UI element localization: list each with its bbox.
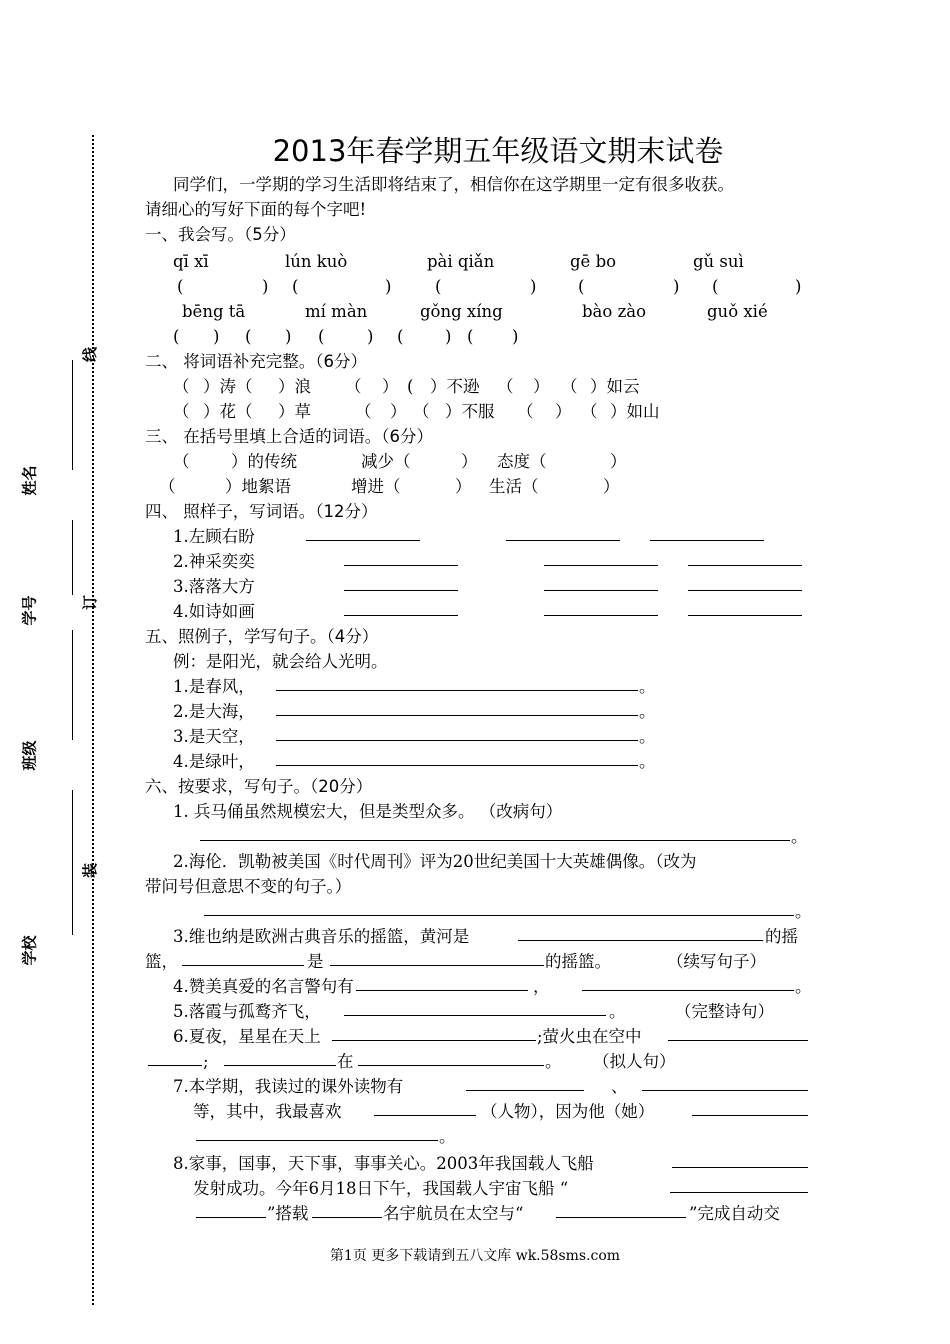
answer-blank[interactable] bbox=[544, 549, 658, 566]
answer-blank[interactable] bbox=[556, 1201, 686, 1218]
s3-item[interactable]: 增进（ bbox=[351, 477, 401, 496]
s5-prompt: 1.是春风， bbox=[173, 677, 255, 696]
s2-row-2 bbox=[145, 399, 810, 424]
s3-item: ） bbox=[603, 477, 620, 496]
paren-close: ） bbox=[390, 402, 407, 421]
binding-word-zhuang: 装 bbox=[81, 862, 100, 879]
label-xingming: 姓名 bbox=[20, 465, 39, 496]
s2-item: ）如云 bbox=[590, 377, 640, 396]
paren-open[interactable]: （ bbox=[497, 377, 514, 396]
paren-open[interactable]: （ bbox=[173, 402, 190, 421]
answer-paren[interactable]: ( bbox=[712, 277, 719, 296]
answer-blank[interactable] bbox=[196, 1124, 438, 1141]
answer-paren[interactable]: ( bbox=[578, 277, 585, 296]
pinyin: bào zào bbox=[582, 302, 647, 321]
s3-row-1 bbox=[145, 449, 810, 474]
s5-item-2 bbox=[145, 699, 810, 724]
answer-blank[interactable] bbox=[358, 1049, 544, 1066]
s6-q8-text: 名宇航员在太空与“ bbox=[383, 1204, 524, 1223]
s6-q7-text: 等，其中，我最喜欢 bbox=[193, 1102, 342, 1121]
pinyin: pài qiǎn bbox=[427, 252, 495, 271]
answer-paren: ) bbox=[367, 327, 374, 346]
s1-blank-row-2 bbox=[145, 324, 810, 349]
s6-q6-text: 在 bbox=[337, 1052, 354, 1071]
s6-q3-text: 的摇 bbox=[765, 927, 798, 946]
s2-item: ）浪 bbox=[278, 377, 311, 396]
answer-paren[interactable]: ( bbox=[292, 277, 299, 296]
answer-blank[interactable] bbox=[670, 1176, 808, 1193]
s6-q5 bbox=[145, 999, 810, 1024]
pinyin: qī xī bbox=[173, 252, 209, 271]
s4-item: 2.神采奕奕 bbox=[173, 552, 255, 571]
answer-blank[interactable] bbox=[332, 1024, 536, 1041]
answer-paren: ) bbox=[262, 277, 269, 296]
period: 。 bbox=[639, 702, 656, 721]
answer-paren[interactable]: ( bbox=[177, 277, 184, 296]
answer-blank[interactable] bbox=[650, 524, 764, 541]
period: 。 bbox=[639, 677, 656, 696]
paren-open[interactable]: （ bbox=[413, 402, 430, 421]
answer-blank[interactable] bbox=[204, 899, 794, 916]
s3-item: ） bbox=[455, 477, 472, 496]
student-info-xingming bbox=[19, 465, 40, 495]
period: 。 bbox=[639, 752, 656, 771]
s6-q6-line-1 bbox=[145, 1024, 810, 1049]
intro-line-1: 同学们，一学期的学习生活即将结束了，相信你在这学期里一定有很多收获。 bbox=[173, 175, 734, 194]
s6-q8-text: 8.家事，国事，天下事，事事关心。2003年我国载人飞船 bbox=[173, 1154, 594, 1173]
s6-q7-text: （人物），因为他（她） bbox=[481, 1102, 655, 1121]
answer-paren: ) bbox=[530, 277, 537, 296]
s5-example: 例：是阳光，就会给人光明。 bbox=[173, 652, 388, 671]
answer-blank[interactable] bbox=[306, 524, 420, 541]
answer-blank[interactable] bbox=[196, 1201, 266, 1218]
s1-pinyin-row-2 bbox=[145, 299, 810, 324]
intro-line-2: 请细心的写好下面的每个字吧! bbox=[145, 200, 367, 219]
period: 。 bbox=[795, 977, 812, 996]
s6-q6-note: （拟人句） bbox=[593, 1052, 676, 1071]
s3-item: ） bbox=[610, 452, 627, 471]
answer-paren[interactable]: ( bbox=[173, 327, 180, 346]
paren-open[interactable]: （ bbox=[173, 377, 190, 396]
answer-blank[interactable] bbox=[544, 574, 658, 591]
comma: ， bbox=[533, 977, 550, 996]
s6-q2-answer bbox=[145, 899, 810, 924]
answer-blank[interactable] bbox=[344, 999, 606, 1016]
answer-blank[interactable] bbox=[344, 549, 458, 566]
s3-item: ）地絮语 bbox=[225, 477, 291, 496]
answer-blank[interactable] bbox=[148, 1049, 202, 1066]
label-xuexiao: 学校 bbox=[20, 935, 39, 966]
label-banji: 班级 bbox=[20, 740, 39, 771]
answer-blank[interactable] bbox=[182, 949, 304, 966]
student-info-xuexiao bbox=[19, 935, 40, 965]
student-info-xuehao bbox=[19, 595, 40, 625]
s6-q8-line-1 bbox=[145, 1151, 810, 1176]
answer-blank[interactable] bbox=[466, 1074, 584, 1091]
answer-blank[interactable] bbox=[200, 824, 790, 841]
section-2-heading: 二、 将词语补充完整。（6分） bbox=[145, 352, 367, 371]
answer-paren[interactable]: ( bbox=[435, 277, 442, 296]
s6-q7-line-1 bbox=[145, 1074, 810, 1099]
page-footer: 第1页 更多下载请到五八文库 wk.58sms.com bbox=[329, 1248, 621, 1264]
period: 。 bbox=[439, 1127, 456, 1146]
s4-example: 1.左顾右盼 bbox=[173, 527, 255, 546]
s2-item: ）不逊 bbox=[430, 377, 480, 396]
answer-blank[interactable] bbox=[374, 1099, 476, 1116]
paren-open[interactable]: （ bbox=[561, 377, 578, 396]
paren-close: ） bbox=[382, 377, 399, 396]
s3-item[interactable]: 生活（ bbox=[489, 477, 539, 496]
s6-q1-answer bbox=[145, 824, 810, 849]
answer-paren: ) bbox=[673, 277, 680, 296]
s6-q6-text: 6.夏夜，星星在天上 bbox=[173, 1027, 321, 1046]
s5-prompt: 4.是绿叶， bbox=[173, 752, 255, 771]
answer-blank[interactable] bbox=[276, 749, 638, 766]
s6-q2-line-1: 2.海伦．凯勒被美国《时代周刊》评为20世纪美国十大英雄偶像。（改为 bbox=[173, 852, 697, 871]
s6-q8-line-2 bbox=[145, 1176, 810, 1201]
paren-open[interactable]: ( bbox=[407, 377, 414, 396]
s2-item: ）不服 bbox=[445, 402, 495, 421]
period: 。 bbox=[609, 1002, 626, 1021]
answer-blank[interactable] bbox=[506, 524, 620, 541]
paren-open[interactable]: （ bbox=[173, 452, 190, 471]
student-info-banji bbox=[19, 740, 40, 770]
pinyin: guǒ xié bbox=[707, 302, 768, 321]
answer-blank[interactable] bbox=[312, 1201, 382, 1218]
period: 。 bbox=[639, 727, 656, 746]
binding-name-line bbox=[72, 360, 73, 470]
answer-blank[interactable] bbox=[276, 674, 638, 691]
answer-paren: ) bbox=[445, 327, 452, 346]
binding-word-xian: 线 bbox=[81, 346, 100, 363]
paren-close: ） bbox=[533, 377, 550, 396]
paren-open[interactable]: （ bbox=[581, 402, 598, 421]
s6-q3-text: 3.维也纳是欧洲古典音乐的摇篮，黄河是 bbox=[173, 927, 470, 946]
s4-row-1 bbox=[145, 524, 810, 549]
s4-row-4 bbox=[145, 599, 810, 624]
s5-item-1 bbox=[145, 674, 810, 699]
s6-q6-text: ; bbox=[203, 1052, 209, 1071]
s5-prompt: 3.是天空， bbox=[173, 727, 255, 746]
s4-item: 3.落落大方 bbox=[173, 577, 255, 596]
pinyin: lún kuò bbox=[285, 252, 348, 271]
section-1-heading: 一、我会写。（5分） bbox=[145, 225, 296, 244]
answer-blank[interactable] bbox=[330, 949, 544, 966]
s6-q6-line-2 bbox=[145, 1049, 810, 1074]
binding-word-ding: 订 bbox=[81, 594, 100, 611]
answer-paren: ) bbox=[385, 277, 392, 296]
s6-q3-line-2 bbox=[145, 949, 810, 974]
s6-q8-text: ”完成自动交 bbox=[689, 1204, 780, 1223]
answer-paren[interactable]: ( bbox=[397, 327, 404, 346]
answer-blank[interactable] bbox=[344, 599, 458, 616]
answer-paren[interactable]: ( bbox=[318, 327, 325, 346]
period: 。 bbox=[795, 902, 812, 921]
answer-blank[interactable] bbox=[518, 924, 763, 941]
answer-blank[interactable] bbox=[344, 574, 458, 591]
answer-blank[interactable] bbox=[276, 724, 638, 741]
s2-item: ）花（ bbox=[203, 402, 253, 421]
s6-q3-text: 篮， bbox=[145, 952, 178, 971]
answer-blank[interactable] bbox=[672, 1151, 808, 1168]
answer-blank[interactable] bbox=[544, 599, 658, 616]
answer-blank[interactable] bbox=[276, 699, 638, 716]
binding-number-line bbox=[72, 520, 73, 595]
s4-row-3 bbox=[145, 574, 810, 599]
s6-q3-text: 的摇篮。 bbox=[545, 952, 611, 971]
pinyin: bēng tā bbox=[182, 302, 246, 321]
answer-paren: ) bbox=[795, 277, 802, 296]
s5-item-4 bbox=[145, 749, 810, 774]
answer-blank[interactable] bbox=[668, 1024, 808, 1041]
s6-q4 bbox=[145, 974, 810, 999]
section-3-heading: 三、 在括号里填上合适的词语。（6分） bbox=[145, 427, 433, 446]
answer-paren: ) bbox=[512, 327, 519, 346]
s1-pinyin-row-1 bbox=[145, 249, 810, 274]
s6-q4-text: 4.赞美真爱的名言警句有 bbox=[173, 977, 354, 996]
s3-row-2 bbox=[145, 474, 810, 499]
s3-item: ）的传统 bbox=[231, 452, 297, 471]
s6-q3-text: 是 bbox=[307, 952, 324, 971]
answer-blank[interactable] bbox=[642, 1074, 808, 1091]
pinyin: gǔ suì bbox=[693, 252, 744, 271]
section-4-heading: 四、 照样子，写词语。（12分） bbox=[145, 502, 378, 521]
s6-q1: 1. 兵马俑虽然规模宏大，但是类型众多。 （改病句） bbox=[173, 802, 563, 821]
pinyin: gē bo bbox=[570, 252, 617, 271]
binding-dotted-line bbox=[92, 135, 94, 1305]
s6-q5-text: 5.落霞与孤鹜齐飞， bbox=[173, 1002, 321, 1021]
answer-paren: ) bbox=[285, 327, 292, 346]
s2-row-1 bbox=[145, 374, 810, 399]
pinyin: mí màn bbox=[305, 302, 368, 321]
paren-open[interactable]: （ bbox=[345, 377, 362, 396]
page-title: 2013年春学期五年级语文期末试卷 bbox=[272, 134, 724, 168]
s6-q3-note: （续写句子） bbox=[667, 952, 766, 971]
s6-q3-line-1 bbox=[145, 924, 810, 949]
answer-paren[interactable]: ( bbox=[245, 327, 252, 346]
answer-blank[interactable] bbox=[688, 574, 802, 591]
section-5-heading: 五、照例子，学写句子。（4分） bbox=[145, 627, 379, 646]
section-6-heading: 六、按要求，写句子。（20分） bbox=[145, 777, 373, 796]
answer-blank[interactable] bbox=[582, 974, 794, 991]
s2-item: ）涛（ bbox=[203, 377, 253, 396]
answer-blank[interactable] bbox=[224, 1049, 336, 1066]
paren-open[interactable]: （ bbox=[355, 402, 372, 421]
pinyin: gǒng xíng bbox=[420, 302, 503, 321]
s5-item-3 bbox=[145, 724, 810, 749]
s3-item[interactable]: 态度（ bbox=[497, 452, 547, 471]
s6-q8-line-3 bbox=[145, 1201, 810, 1226]
s2-item: ）如山 bbox=[610, 402, 660, 421]
period: 。 bbox=[791, 827, 808, 846]
label-xuehao: 学号 bbox=[20, 595, 39, 626]
binding-class-line bbox=[72, 630, 73, 740]
binding-school-line bbox=[72, 790, 73, 935]
exam-body bbox=[145, 172, 810, 1226]
s5-prompt: 2.是大海， bbox=[173, 702, 255, 721]
answer-paren[interactable]: ( bbox=[467, 327, 474, 346]
s4-item: 4.如诗如画 bbox=[173, 602, 255, 621]
s6-q7-sep: 、 bbox=[611, 1077, 628, 1096]
paren-close: ） bbox=[555, 402, 572, 421]
s6-q8-text: 发射成功。今年6月18日下午，我国载人宇宙飞船 “ bbox=[193, 1179, 569, 1198]
s1-blank-row-1 bbox=[145, 274, 810, 299]
paren-open[interactable]: （ bbox=[159, 477, 176, 496]
s6-q5-note: （完整诗句） bbox=[675, 1002, 774, 1021]
s6-q2-line-2: 带问号但意思不变的句子。） bbox=[145, 877, 352, 896]
s6-q7-text: 7.本学期，我读过的课外读物有 bbox=[173, 1077, 404, 1096]
answer-blank[interactable] bbox=[688, 599, 802, 616]
s6-q8-text: ”搭载 bbox=[267, 1204, 309, 1223]
s3-item: ） bbox=[461, 452, 478, 471]
s6-q7-line-2 bbox=[145, 1099, 810, 1124]
answer-blank[interactable] bbox=[692, 1099, 808, 1116]
s2-item: ）草 bbox=[278, 402, 311, 421]
period: 。 bbox=[545, 1052, 562, 1071]
s4-row-2 bbox=[145, 549, 810, 574]
s3-item[interactable]: 减少（ bbox=[361, 452, 411, 471]
paren-open[interactable]: （ bbox=[517, 402, 534, 421]
answer-blank[interactable] bbox=[688, 549, 802, 566]
s6-q7-line-3 bbox=[145, 1124, 810, 1149]
answer-paren: ) bbox=[213, 327, 220, 346]
answer-blank[interactable] bbox=[356, 974, 528, 991]
s6-q6-text: ;萤火虫在空中 bbox=[537, 1027, 642, 1046]
